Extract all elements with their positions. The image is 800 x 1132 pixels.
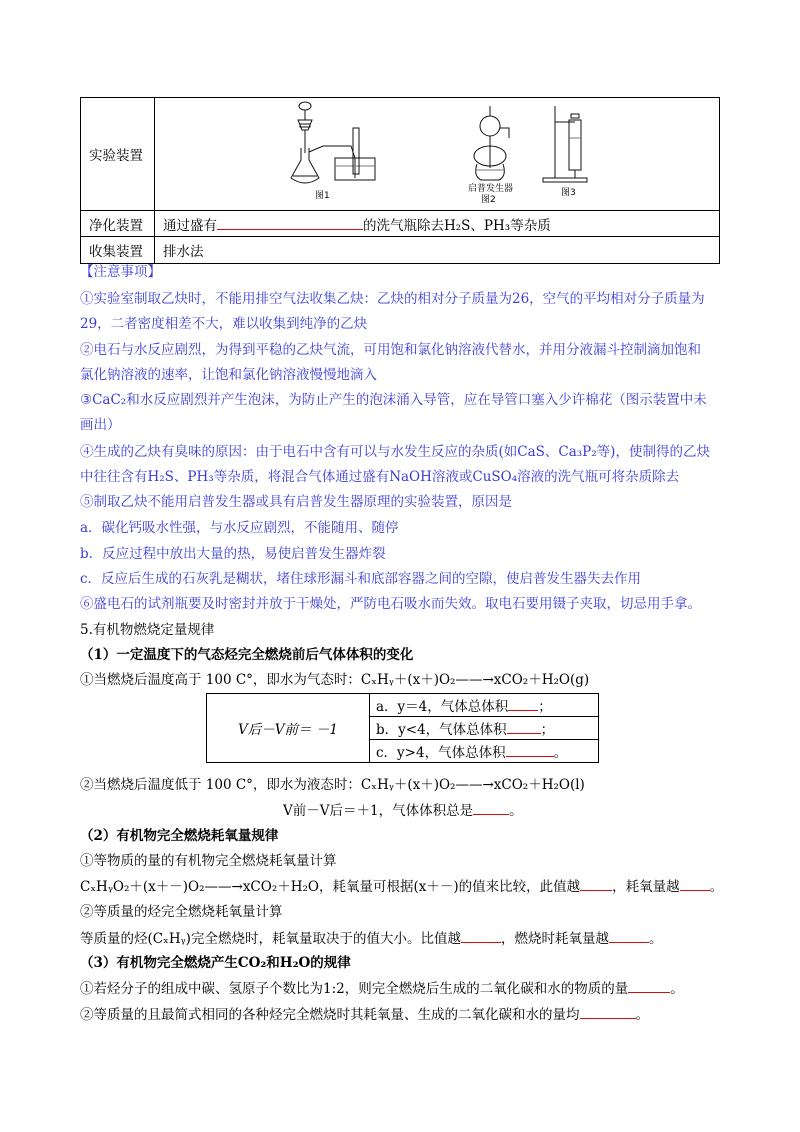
simplest-formula-line: ②等质量的且最简式相同的各种烃完全燃烧时其耗氧量、生成的二氧化碳和水的量均 。 (80, 1004, 649, 1025)
notes-title: 【注意事项】 (80, 264, 161, 280)
case-b-blank[interactable] (507, 719, 541, 734)
figure2-label: 图2 (481, 195, 496, 205)
oxygen-blank-1[interactable] (580, 876, 612, 891)
note-1b: 29，二者密度相差不大，难以收集到纯净的乙炔 (80, 316, 368, 332)
note-2b: 氯化钠溶液的速率，让饱和氯化钠溶液慢慢地滴入 (80, 367, 377, 383)
note-3b: 画出） (80, 417, 121, 433)
equal-mass-line: 等质量的烃(CₓHᵧ)完全燃烧时，耗氧量取决于的值大小。比值越 ，燃烧时耗氧量越 。 (80, 928, 662, 949)
figure1-label: 图1 (315, 191, 330, 201)
liquid-condition-line: ②当燃烧后温度低于 100 C°，即水为液态时：CₓHᵧ＋(x＋)O₂——→xCO₂＋H₂O(l) (80, 777, 585, 793)
subheading-1: （1）一定温度下的气态烃完全燃烧前后气体体积的变化 (80, 647, 414, 663)
note-c: c．反应后生成的石灰乳是糊状，堵住球形漏斗和底部容器之间的空隙，使启普发生器失去作用 (80, 571, 642, 587)
figure2-apparatus (474, 106, 509, 180)
volume-change-table (206, 693, 599, 763)
case-a-blank[interactable] (508, 696, 538, 711)
case-c: c．y>4，气体总体积 。 (370, 740, 599, 763)
row-label-collection: 收集装置 (81, 237, 155, 264)
figure3-apparatus (543, 106, 587, 182)
oxygen-formula-line: CₓHᵧO₂＋(x＋－)O₂——→xCO₂＋H₂O，耗氧量可根据(x＋－)的值来比较，此值越 ，耗氧量越 。 (80, 876, 723, 897)
note-5: ⑤制取乙炔不能用启普发生器或具有启普发生器原理的实验装置，原因是 (80, 494, 512, 510)
purification-blank[interactable] (217, 215, 363, 230)
equal-moles-heading: ①等物质的量的有机物完全燃烧耗氧量计算 (80, 853, 337, 869)
figure1-apparatus (291, 102, 375, 183)
oxygen-blank-2[interactable] (680, 876, 710, 891)
case-c-blank[interactable] (506, 742, 554, 757)
volume-always-line: V前－V后＝＋1，气体体积总是 。 (283, 800, 523, 821)
note-6: ⑥盛电石的试剂瓶要及时密封并放于干燥处，严防电石吸水而失效。取电石要用镊子夹取，切忌用手拿。 (80, 596, 701, 612)
simplest-formula-blank[interactable] (580, 1004, 636, 1019)
ratio-blank[interactable] (628, 978, 670, 993)
case-a: a．y＝4，气体总体积 ； (370, 694, 599, 717)
apparatus-table (80, 97, 720, 264)
note-4b: 中往往含有H₂S、PH₃等杂质，将混合气体通过盛有NaOH溶液或CuSO₄溶液的洗气瓶可将杂质除去 (80, 469, 680, 485)
note-4a: ④生成的乙炔有臭味的原因：由于电石中含有可以与水发生反应的杂质(如CaS、Ca₃P₂等)，使制得的乙炔 (80, 444, 710, 460)
gas-condition-line: ①当燃烧后温度高于 100 C°，即水为气态时：CₓHᵧ＋(x＋)O₂——→xCO₂＋H₂O(g) (80, 672, 590, 688)
mass-blank-2[interactable] (609, 928, 649, 943)
collection-value: 排水法 (155, 237, 720, 264)
row-label-purification: 净化装置 (81, 211, 155, 237)
note-b: b．反应过程中放出大量的热，易使启普发生器炸裂 (80, 546, 386, 562)
case-b: b．y<4，气体总体积 ； (370, 717, 599, 740)
section5-title: 5.有机物燃烧定量规律 (80, 622, 215, 638)
figure2-caption: 启普发生器 (468, 184, 514, 194)
note-1a: ①实验室制取乙炔时，不能用排空气法收集乙炔：乙炔的相对分子质量为26，空气的平均相对分子质量为 (80, 291, 705, 307)
apparatus-drawings (155, 98, 715, 210)
apparatus-figures (155, 98, 720, 211)
subheading-3: （3）有机物完全燃烧产生CO₂和H₂O的规律 (80, 955, 351, 971)
ratio-line: ①若烃分子的组成中碳、氢原子个数比为1:2，则完全燃烧后生成的二氧化碳和水的物质的量 。 (80, 978, 684, 999)
purification-suffix: 的洗气瓶除去H₂S、PH₃等杂质 (363, 217, 551, 234)
note-2a: ②电石与水反应剧烈，为得到平稳的乙炔气流，可用饱和氯化钠溶液代替水，并用分液漏斗控制滴加饱和 (80, 342, 701, 358)
volume-formula: V后－V前＝ －1 (207, 694, 370, 763)
row-label-apparatus: 实验装置 (81, 98, 155, 211)
purification-cell (155, 211, 720, 237)
volume-always-blank[interactable] (473, 800, 509, 815)
equal-mass-heading: ②等质量的烃完全燃烧耗氧量计算 (80, 904, 283, 920)
note-3a: ③CaC₂和水反应剧烈并产生泡沫，为防止产生的泡沫涌入导管，应在导管口塞入少许棉花（图示装置中未 (80, 392, 707, 408)
mass-blank-1[interactable] (461, 928, 501, 943)
note-a: a．碳化钙吸水性强，与水反应剧烈，不能随用、随停 (80, 520, 399, 536)
purification-prefix: 通过盛有 (163, 217, 217, 234)
subheading-2: （2）有机物完全燃烧耗氧量规律 (80, 828, 279, 844)
figure3-label: 图3 (561, 188, 576, 198)
